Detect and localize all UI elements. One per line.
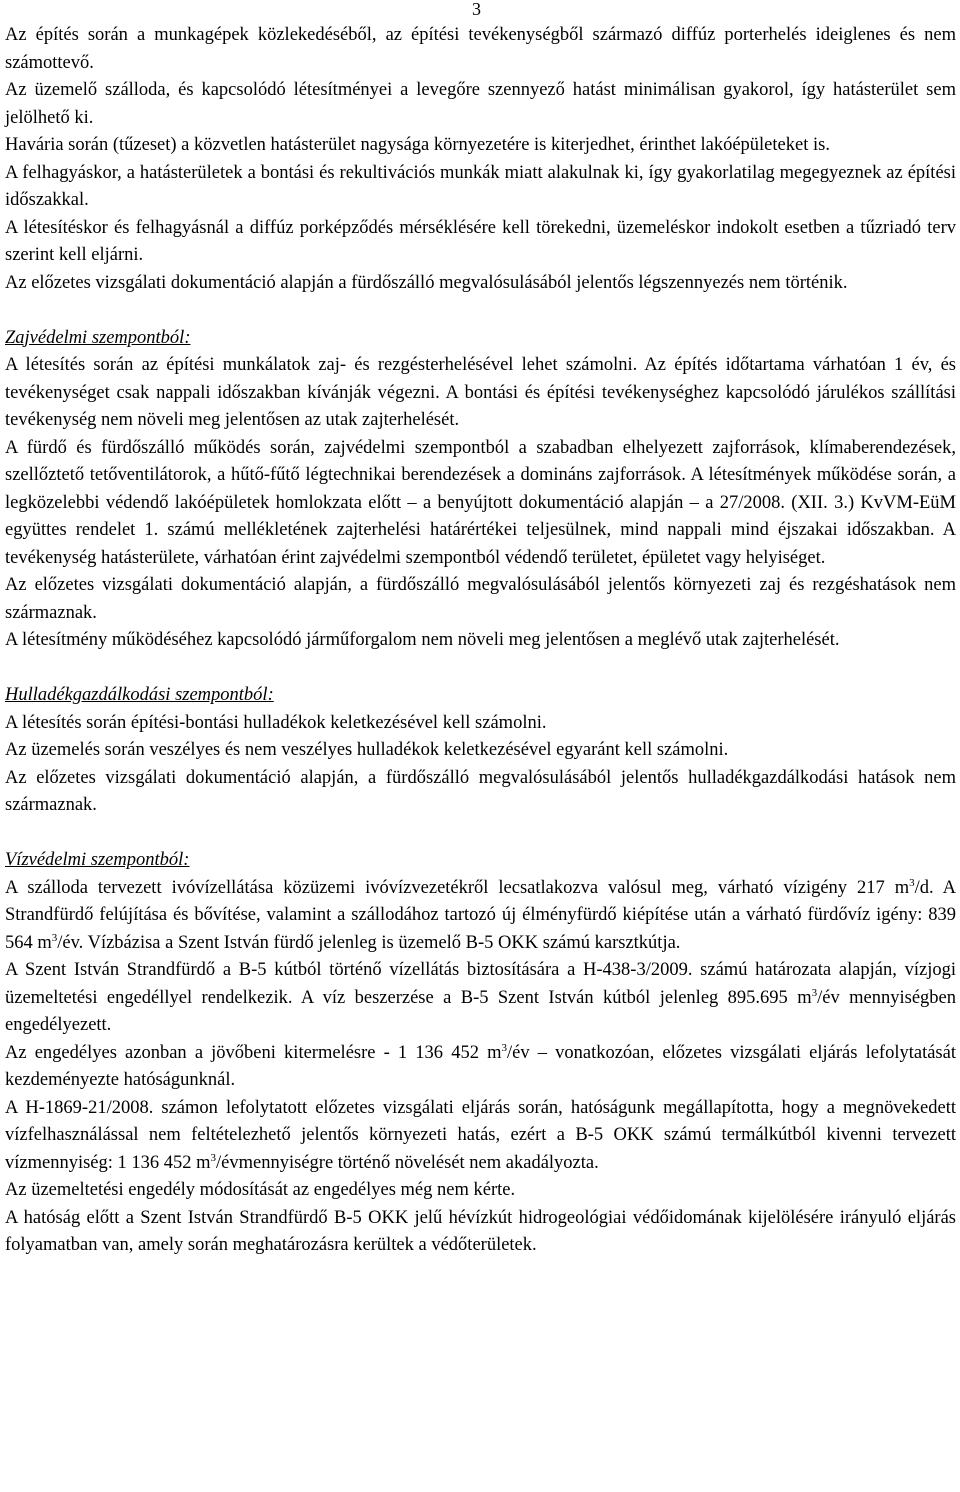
page-number: 3 [472, 0, 481, 19]
text-run: /év mennyiségben engedélyezett. [5, 987, 957, 1035]
text-run: A H-1869-21/2008. számon lefolytatott előzetes vizsgálati eljárás során, hatóságunk megállapította, hogy a megnövekedett vízfelhasználással nem feltételezhető jelentős környezeti hatás, ezért a B-5 OKK számú termálkútból kivenni tervezett vízmennyiség: 1 136 452 m [5, 1097, 956, 1173]
text-run: Az engedélyes azonban a jövőbeni kitermelésre - 1 136 452 m [5, 1042, 502, 1063]
unit-exponent: 3 [501, 1041, 507, 1054]
unit-exponent: 3 [210, 1151, 217, 1164]
paragraph: A létesítés során építési-bontási hulladékok keletkezésével kell számolni. [5, 712, 547, 733]
paragraph: A létesítéskor és felhagyásnál a diffúz porképződés mérséklésére kell törekedni, üzemeléskor indokolt esetben a tűzriadó terv szerint kell eljárni. [5, 217, 956, 265]
paragraph: Az előzetes vizsgálati dokumentáció alapján a fürdőszálló megvalósulásából jelentős légszennyezés nem történik. [5, 272, 848, 293]
paragraph: A létesítés során az építési munkálatok zaj- és rezgésterhelésével lehet számolni. Az építés időtartama várhatóan 1 év, és tevékenységet csak nappali időszakban kívánják végezni. A bontási és építési tevékenységhez kapcsolódó járulékos szállítási tevékenység nem növeli meg jelentősen az utak zajterhelését. [5, 355, 956, 430]
paragraph: Havária során (tűzeset) a közvetlen hatásterület nagysága környezetére is kiterjedhet, érinthet lakóépületeket is. [5, 135, 830, 155]
paragraph: Az építés során a munkagépek közlekedéséből, az építési tevékenységből származó diffúz porterhelés ideiglenes és nem számottevő. [5, 25, 956, 73]
air-quality-section [5, 22, 956, 297]
paragraph [5, 1095, 956, 1178]
paragraph [5, 1040, 956, 1095]
paragraph: Az előzetes vizsgálati dokumentáció alapján, a fürdőszálló megvalósulásából jelentős hulladékgazdálkodási hatások nem származnak. [5, 767, 956, 815]
unit-exponent: 3 [909, 876, 915, 889]
noise-section [5, 325, 956, 655]
paragraph: Az üzemelés során veszélyes és nem veszélyes hulladékok keletkezésével egyaránt kell számolni. [5, 740, 729, 760]
document-body [5, 22, 956, 1260]
text-run: A szálloda tervezett ivóvízellátása közüzemi ivóvízvezetékről lecsatlakozva valósul meg, várható vízigény 217 m [5, 877, 910, 898]
section-heading: Zajvédelmi szempontból: [5, 327, 191, 348]
paragraph: A felhagyáskor, a hatásterületek a bontási és rekultivációs munkák miatt alakulnak ki, így gyakorlatilag megegyeznek az építési időszakkal. [5, 162, 956, 210]
text-run: A Szent István Strandfürdő a B-5 kútból történő vízellátás biztosítására a H-438-3/2009. számú határozata alapján, vízjogi üzemeltetési engedéllyel rendelkezik. A víz beszerzése a B-5 Szent István kútból jelenleg 895.695 m [5, 960, 956, 1008]
paragraph [5, 957, 956, 1040]
text-run: /év. Vízbázisa a Szent István fürdő jelenleg is üzemelő B-5 OKK számú karsztkútja. [57, 932, 681, 953]
text-run: /évmennyiségre történő növelését nem akadályozta. [216, 1152, 599, 1173]
waste-section [5, 682, 956, 820]
section-heading: Hulladékgazdálkodási szempontból: [5, 685, 274, 705]
paragraph [5, 875, 956, 958]
paragraph: A hatóság előtt a Szent István Strandfürdő B-5 OKK jelű hévízkút hidrogeológiai védőidomának kijelölésére irányuló eljárás folyamatban van, amely során meghatározásra kerültek a védőterületek. [5, 1207, 956, 1255]
paragraph: A fürdő és fürdőszálló működés során, zajvédelmi szempontból a szabadban elhelyezett zajforrások, klímaberendezések, szellőztető tetőventilátorok, a hűtő-fűtő légtechnikai berendezések a domináns zajforrások. A létesítmények működése során, a legközelebbi védendő lakóépületek homlokzata előtt – a benyújtott dokumentáció alapján – a 27/2008. (XII. 3.) KvVM-EüM együttes rendelet 1. számú mellékletének zajterhelési határértékei teljesülnek, mind nappali mind éjszakai időszakban. A tevékenység hatásterülete, várhatóan érint zajvédelmi szempontból védendő területet, épületet vagy helyiséget. [5, 437, 956, 568]
section-heading: Vízvédelmi szempontból: [5, 850, 190, 870]
paragraph: A létesítmény működéséhez kapcsolódó járműforgalom nem növeli meg jelentősen a meglévő utak zajterhelését. [5, 630, 840, 650]
paragraph: Az üzemeltetési engedély módosítását az engedélyes még nem kérte. [5, 1180, 516, 1200]
text-run: /d. A Strandfürdő felújítása és bővítése, valamint a szállodához tartozó új élményfürdő kiépítése után a várható fürdővíz igény: 839 564 m [5, 877, 957, 953]
water-section [5, 847, 956, 1260]
text-run: /év – vonatkozóan, előzetes vizsgálati eljárás lefolytatását kezdeményezte hatóságunknál. [5, 1042, 956, 1090]
paragraph: Az üzemelő szálloda, és kapcsolódó létesítményei a levegőre szennyező hatást minimálisan gyakorol, így hatásterület sem jelölhető ki. [5, 80, 956, 128]
paragraph: Az előzetes vizsgálati dokumentáció alapján, a fürdőszálló megvalósulásából jelentős környezeti zaj és rezgéshatások nem származnak. [5, 575, 956, 623]
unit-exponent: 3 [811, 986, 818, 999]
unit-exponent: 3 [51, 931, 58, 944]
